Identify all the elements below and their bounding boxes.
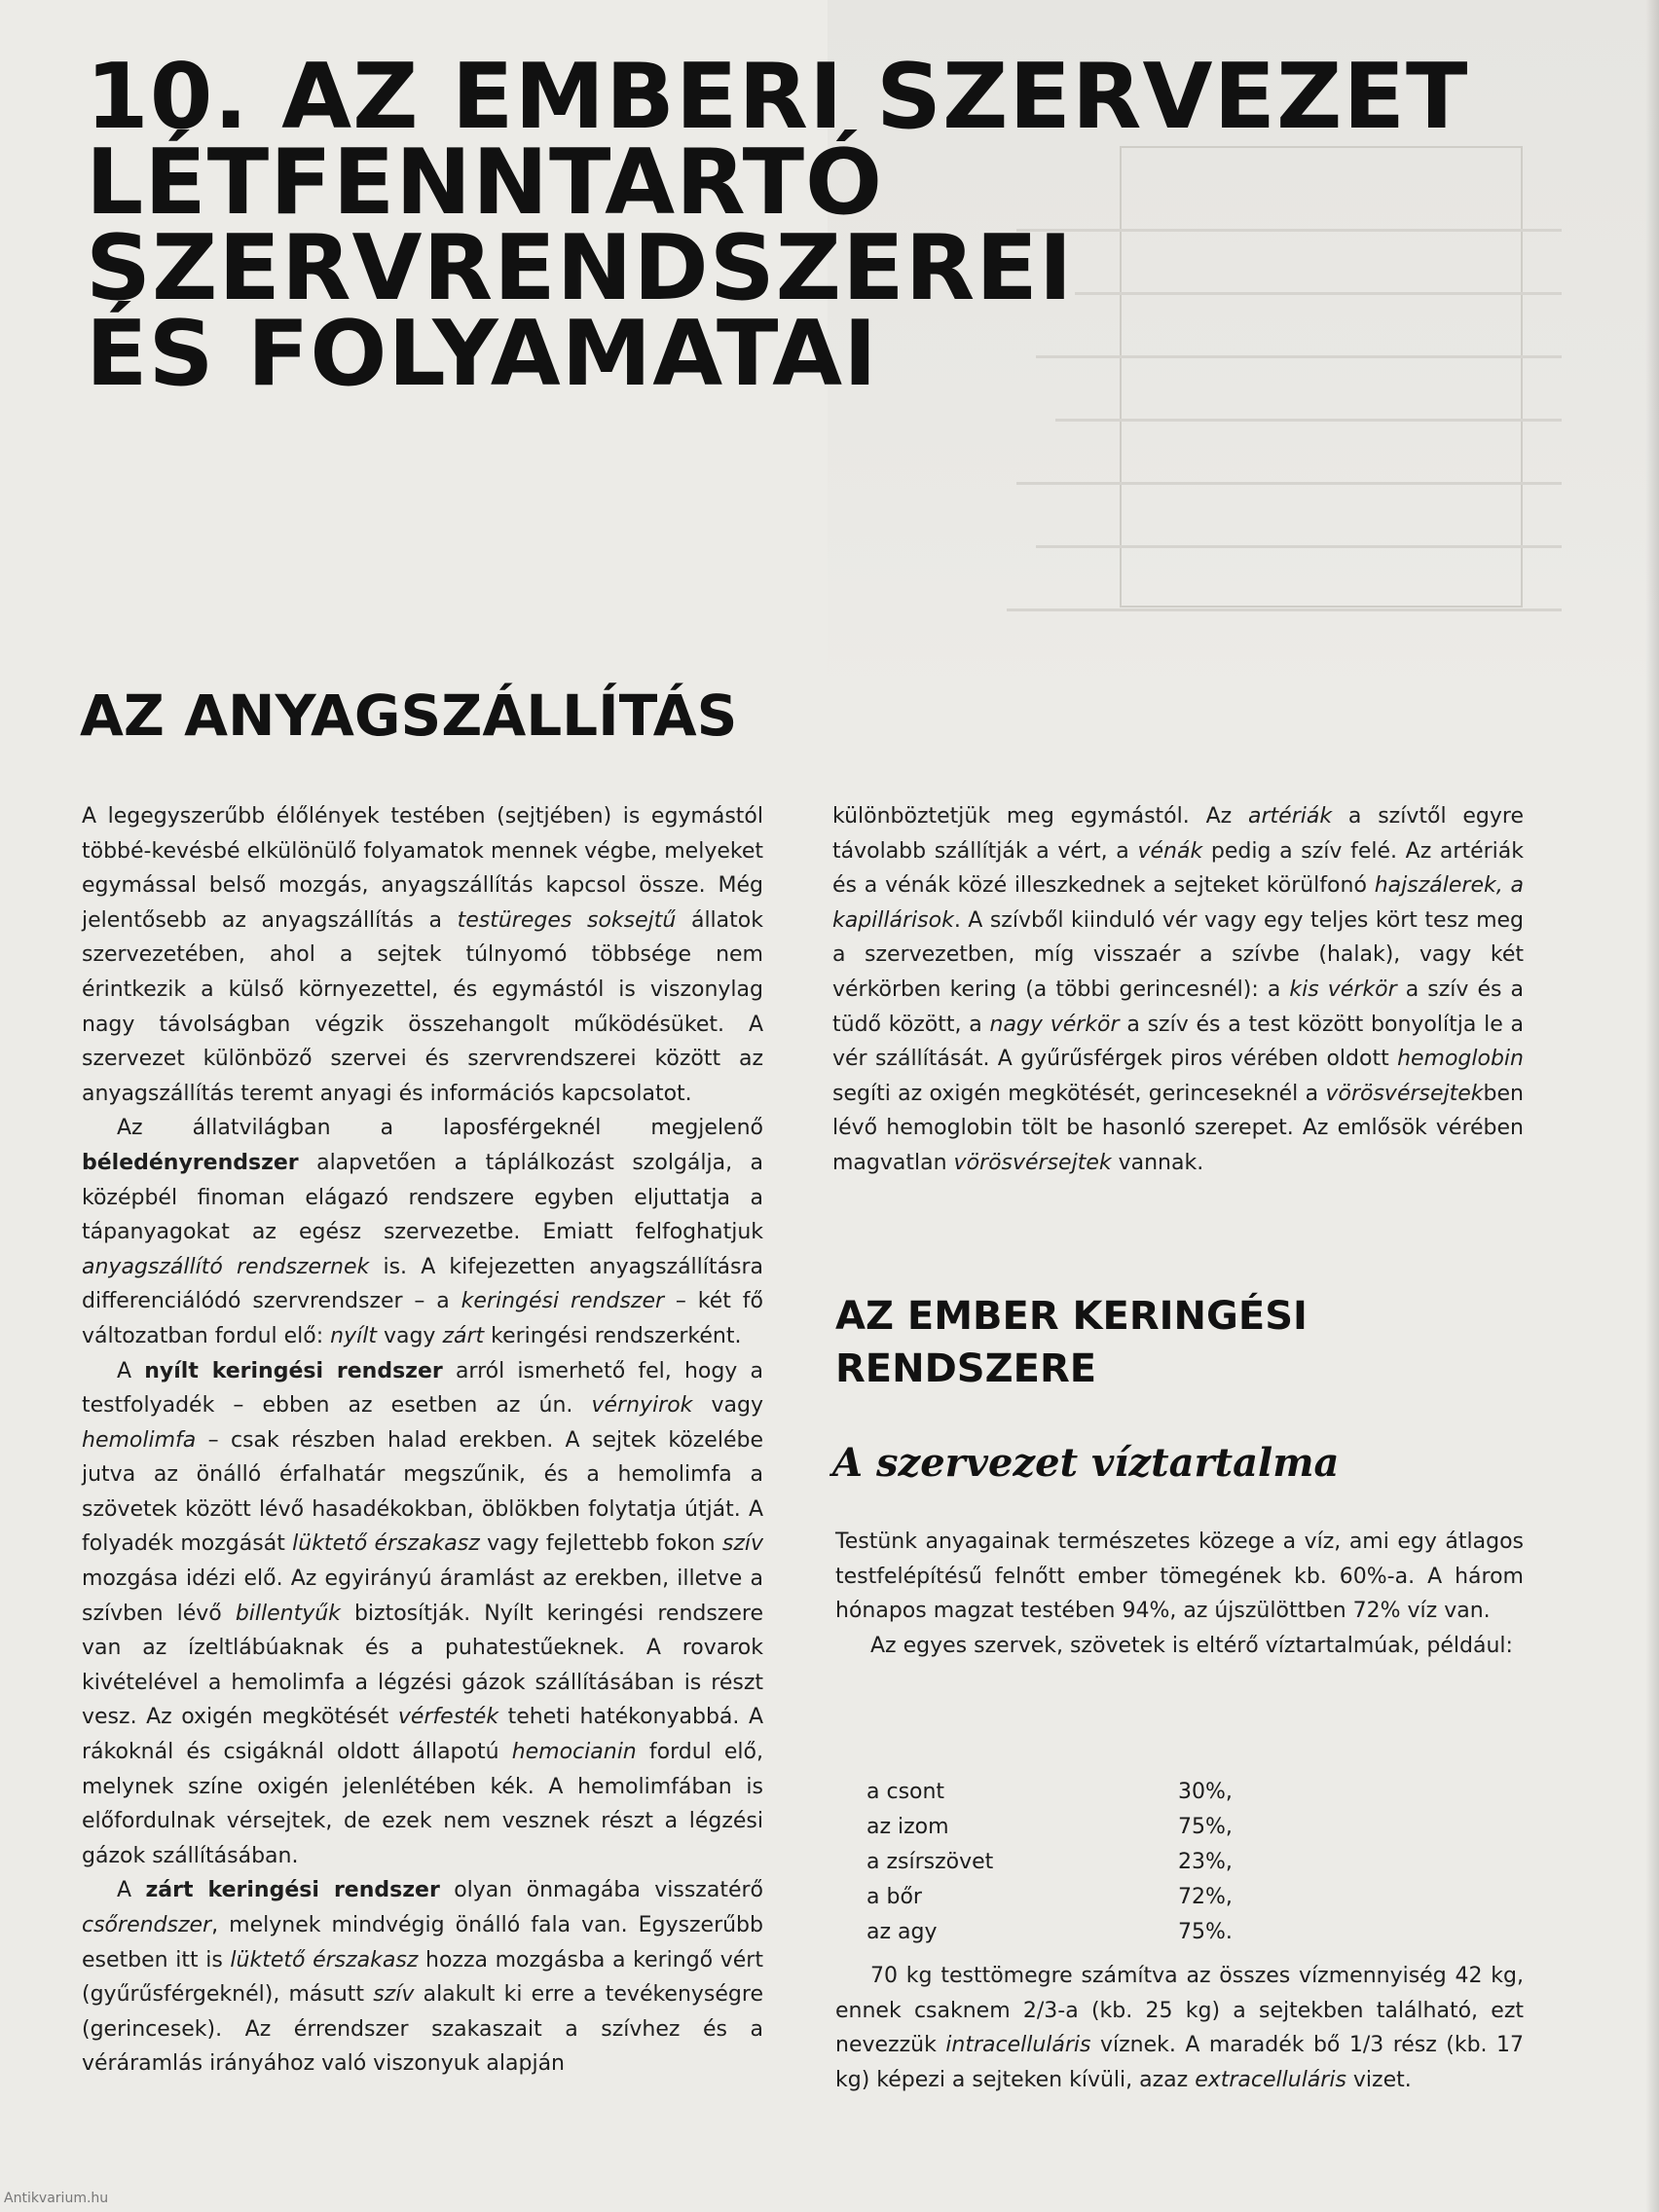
chapter-title: [86, 44, 1497, 406]
water-content-table: [866, 1775, 1256, 1950]
left-text-column: [82, 799, 763, 2082]
chapter-title-line: LÉTFENNTARTÓ: [86, 129, 884, 235]
organ-label: a csont: [866, 1780, 945, 1804]
subsection-heading-line: AZ EMBER KERINGÉSI: [835, 1294, 1308, 1339]
subsection-heading-line: RENDSZERE: [835, 1346, 1097, 1391]
organ-label: a zsírszövet: [866, 1850, 994, 1874]
scan-edge-shadow: [1645, 0, 1659, 2212]
water-value: 72%,: [1178, 1885, 1233, 1909]
paragraph: 70 kg testtömegre számítva az összes vízmennyiség 42 kg, ennek csaknem 2/3-a (kb. 25 kg) a sejtekben található, ezt nevezzük intracelluláris víznek. A maradék bő 1/3 rész (kb. 17 kg) képezi a sejteken kívüli, azaz extracelluláris vizet.: [835, 1964, 1525, 2092]
water-value: 75%.: [1178, 1920, 1233, 1944]
chapter-title-line: SZERVRENDSZEREI: [86, 215, 1074, 320]
water-value: 30%,: [1178, 1780, 1233, 1804]
watermark: Antikvarium.hu: [4, 2191, 109, 2206]
chapter-title-line: 10. AZ EMBERI SZERVEZET: [86, 44, 1469, 149]
section-heading: AZ ANYAGSZÁLLÍTÁS: [80, 682, 738, 749]
table-row: [866, 1915, 1256, 1950]
paragraph: A zárt keringési rendszer olyan önmagába visszatérő csőrendszer, melynek mindvégig önálló fala van. Egyszerűbb esetben itt is lüktető érszakasz hozza mozgásba a keringő vért (gyűrűsférgeknél), másutt szív alakult ki erre a tevékenységre (gerincesek). Az érrendszer szakaszait a szívhez és a véráramlás irányához való viszonyuk alapján: [82, 1878, 763, 2077]
bleed-through-line: [1036, 545, 1562, 548]
subsection-heading: [835, 1290, 1419, 1395]
water-value: 75%,: [1178, 1815, 1233, 1839]
paragraph: A nyílt keringési rendszer arról ismerhető fel, hogy a testfolyadék – ebben az esetben az ún. vérnyirok vagy hemolimfa – csak részben halad erekben. A sejtek közelébe jutva az önálló érfalhatár megszűnik, és a hemolimfa a szövetek között lévő hasadékokban, öblökben folytatja útját. A folyadék mozgását lüktető érszakasz vagy fejlettebb fokon szív mozgása idézi elő. Az egyirányú áramlást az erekben, illetve a szívben lévő billentyűk biztosítják. Nyílt keringési rendszere van az ízeltlábúaknak és a puhatestűeknek. A rovarok kivételével a hemolimfa a légzési gázok szállításában is részt vesz. Az oxigén megkötését vérfesték teheti hatékonyabbá. A rákoknál és csigáknál oldott állapotú hemocianin fordul elő, melynek színe oxigén jelenlétében kék. A hemolimfában is előfordulnak vérsejtek, de ezek nem vesznek részt a légzési gázok szállításában.: [82, 1358, 764, 1868]
paragraph: Testünk anyagainak természetes közege a víz, ami egy átlagos testfelépítésű felnőtt ember tömegének kb. 60%-a. A három hónapos magzat testében 94%, az újszülöttben 72% víz van.: [835, 1530, 1524, 1624]
water-summary-text: [835, 1959, 1524, 2097]
table-row: [866, 1775, 1256, 1810]
water-intro-text: [835, 1525, 1524, 1663]
table-row: [866, 1880, 1256, 1915]
paragraph: különböztetjük meg egymástól. Az artériák a szívtől egyre távolabb szállítják a vért, a vénák pedig a szív felé. Az artériák és a vénák közé illeszkednek a sejteket körülfonó hajszálerek, a kapillárisok. A szívből kiinduló vér vagy egy teljes kört tesz meg a szervezetben, míg visszaér a szívbe (halak), vagy két vérkörben kering (a többi gerincesnél): a kis vérkör a szív és a tüdő között, a nagy vérkör a szív és a test között bonyolítja le a vér szállítását. A gyűrűsférgek piros vérében oldott hemoglobin segíti az oxigén megkötését, gerinceseknél a vörösvérsejtekben lévő hemoglobin tölt be hasonló szerepet. Az emlősök vérében magvatlan vörösvérsejtek vannak.: [832, 804, 1525, 1175]
bleed-through-line: [1055, 419, 1562, 422]
organ-label: az agy: [866, 1920, 938, 1944]
chapter-title-line: ÉS FOLYAMATAI: [86, 301, 878, 406]
water-value: 23%,: [1178, 1850, 1233, 1874]
bleed-through-line: [1016, 482, 1562, 485]
organ-label: a bőr: [866, 1885, 922, 1909]
paragraph: A legegyszerűbb élőlények testében (sejtjében) is egymástól többé-kevésbé elkülönülő folyamatok mennek végbe, melyeket egymással belső mozgás, anyagszállítás kapcsol össze. Még jelentősebb az anyagszállítás a testüreges soksejtű állatok szervezetében, ahol a sejtek túlnyomó többsége nem érintkezik a külső környezettel, és egymástól is viszonylag nagy távolságban végzik összehangolt működésüket. A szervezet különböző szervei és szervrendszerei között az anyagszállítás teremt anyagi és információs kapcsolatot.: [82, 804, 763, 1106]
paragraph: Az állatvilágban a laposférgeknél megjelenő béledényrendszer alapvetően a táplálkozást szolgálja, a középbél finoman elágazó rendszere egyben eljuttatja a tápanyagokat az egész szervezetbe. Emiatt felfoghatjuk anyagszállító rendszernek is. A kifejezetten anyagszállításra differenciálódó szervrendszer – a keringési rendszer – két fő változatban fordul elő: nyílt vagy zárt keringési rendszerként.: [82, 1116, 763, 1348]
bleed-through-line: [1007, 608, 1562, 611]
table-row: [866, 1810, 1256, 1845]
right-text-column: [832, 799, 1524, 1181]
table-row: [866, 1845, 1256, 1880]
paragraph: Az egyes szervek, szövetek is eltérő víztartalmúak, például:: [870, 1633, 1513, 1658]
organ-label: az izom: [866, 1815, 949, 1839]
subsubsection-heading: A szervezet víztartalma: [832, 1440, 1340, 1486]
